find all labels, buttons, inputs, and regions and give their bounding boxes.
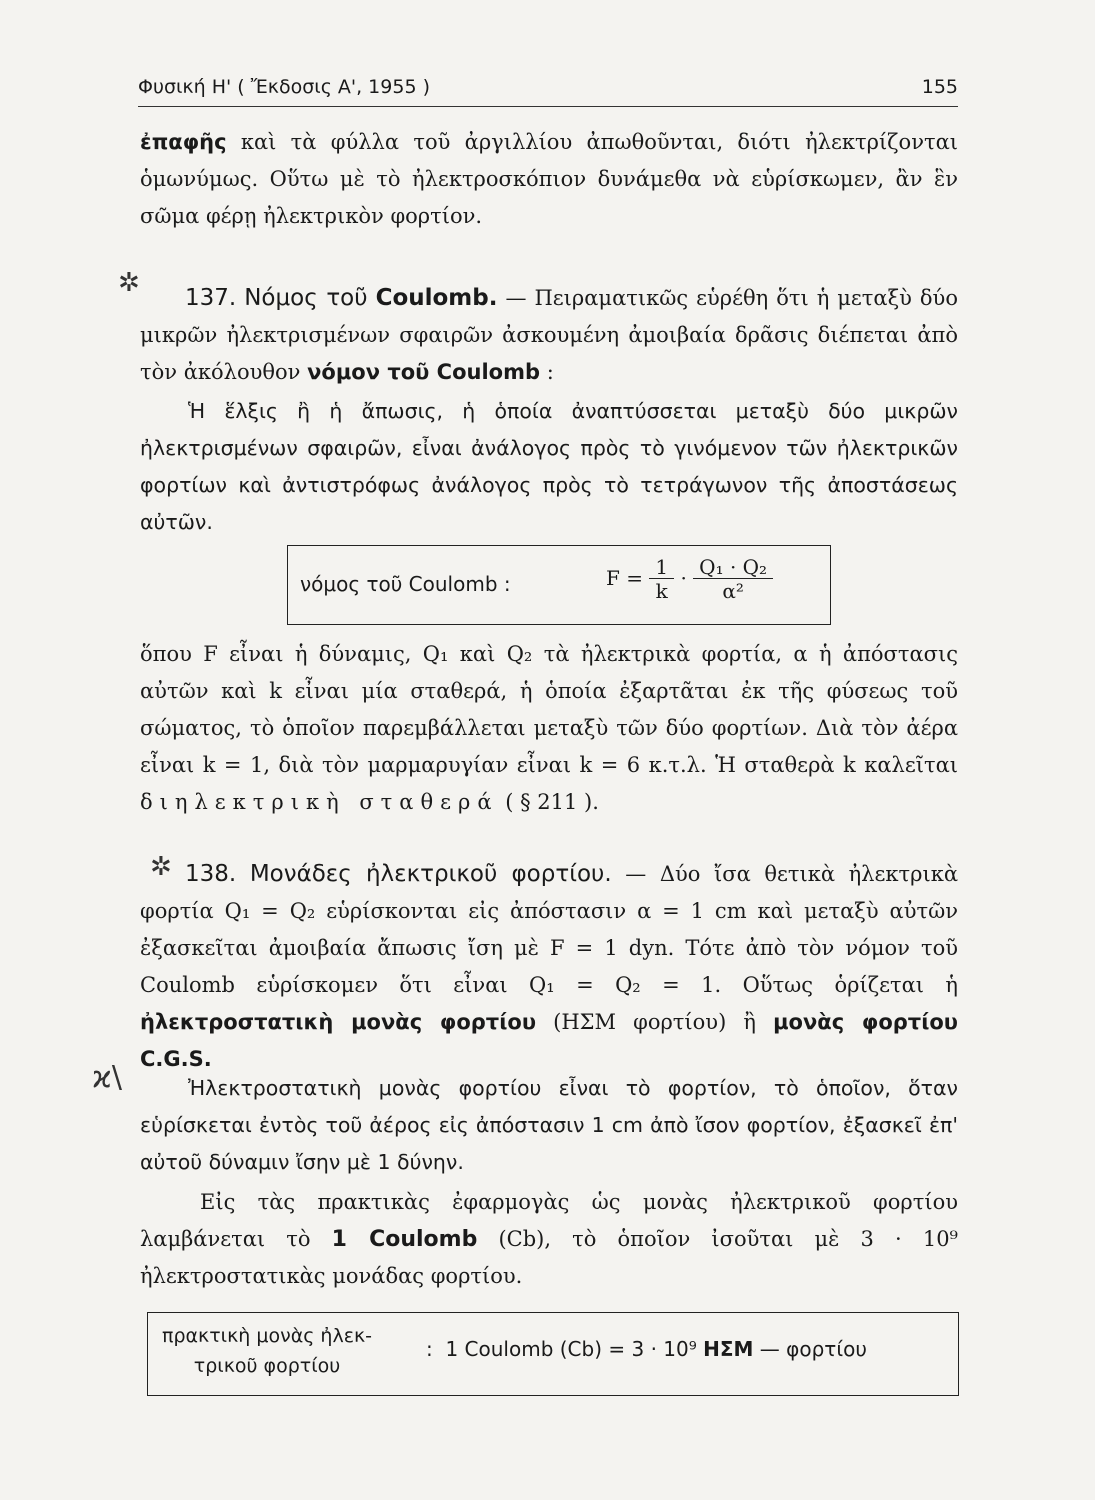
paren-text: (ΗΣΜ φορτίου) ἢ — [553, 1010, 756, 1034]
bold-term: ἠλεκτροστατικὴ μονὰς φορτίου — [140, 1010, 537, 1034]
text-line: ὁμωνύμως. Οὕτω μὲ τὸ ἠλεκτροσκόπιον δυνάμεθα νὰ εὑρίσκωμεν, ἂν ἓν — [140, 167, 958, 191]
section-138 — [140, 856, 958, 1078]
bold-term: 1 Coulomb — [331, 1227, 478, 1252]
section-title: Νόμος τοῦ — [244, 285, 368, 311]
paragraph-where — [140, 636, 958, 821]
section-title: Μονάδες ἠλεκτρικοῦ φορτίου. — [249, 861, 612, 887]
unit-equation — [426, 1337, 867, 1361]
multiply-dot: · — [680, 566, 687, 590]
unit-box-label — [162, 1321, 372, 1381]
section-title-name: Coulomb. — [375, 285, 498, 311]
paragraph-practical-unit — [140, 1184, 958, 1295]
paragraph-continuation — [140, 124, 958, 235]
where-text: ὅπου F εἶναι ἡ δύναμις, Q₁ καὶ Q₂ τὰ ἠλεκτρικὰ φορτία, α ἡ ἀπόστασις αὐτῶν καὶ k εἶναι μία σταθερά, ἡ ὁποία ἐξαρτᾶται ἐκ τῆς φύσεως τοῦ σώματος, τὸ ὁποῖον παρεμβάλλεται μεταξὺ τῶν δύο φορτίων. Διὰ τὸν ἀέρα εἶναι k = 1, διὰ τὸν μαρμαρυγίαν εἶναι k = 6 κ.τ.λ. Ἡ σταθερὰ k καλεῖται — [140, 642, 958, 777]
page-number: 155 — [921, 76, 958, 98]
frac1-numerator: 1 — [649, 556, 674, 579]
text-line: καὶ τὰ φύλλα τοῦ ἀργιλλίου ἀπωθοῦνται, διότι ἠλεκτρίζονται — [240, 130, 958, 154]
section-number: 137. — [185, 285, 237, 311]
equation-text: 1 Coulomb (Cb) = 3 · 10⁹ — [445, 1337, 697, 1361]
equation-tail: — φορτίου — [759, 1337, 867, 1361]
punctuation: : — [546, 360, 554, 384]
frac2-numerator: Q₁ · Q₂ — [693, 556, 773, 579]
label-line: πρακτικὴ μονὰς ἠλεκ- — [162, 1325, 373, 1347]
coulomb-formula-box — [287, 545, 831, 625]
definition-text: Ἠλεκτροστατικὴ μονὰς φορτίου εἶναι τὸ φορτίον, τὸ ὁποῖον, ὅταν εὑρίσκεται ἐντὸς τοῦ ἀέρος εἰς ἀπόστασιν 1 cm ἀπὸ ἴσον φορτίον, ἐξασκεῖ ἐπ' αὐτοῦ δύναμιν ἴσην μὲ 1 δύνην. — [140, 1076, 958, 1174]
practical-unit-box — [147, 1312, 959, 1396]
margin-star-icon: ✲ — [150, 852, 172, 882]
section-reference: ( § 211 ). — [505, 790, 599, 814]
formula-label: νόμος τοῦ Coulomb : — [300, 572, 511, 596]
fraction-charges-over-distance — [693, 556, 773, 603]
section-number: 138. — [185, 861, 237, 887]
formula — [606, 556, 773, 603]
practical-text: Εἰς τὰς πρακτικὰς ἐφαρμογὰς ὡς μονὰς ἠλεκτρικοῦ φορτίου λαμβάνεται τὸ — [140, 1190, 958, 1251]
running-title: Φυσική Η' ( Ἔκδοσις Α', 1955 ) — [138, 76, 430, 98]
practical-text: (Cb), τὸ ὁποῖον ἰσοῦται μὲ 3 · 10⁹ ἠλεκτροστατικὰς μονάδας φορτίου. — [140, 1227, 958, 1288]
section-137 — [140, 280, 958, 391]
section-text: — Δύο ἴσα θετικὰ ἠλεκτρικὰ φορτία Q₁ = Q₂ εὑρίσκονται εἰς ἀπόστασιν α = 1 cm καὶ μεταξὺ αὐτῶν ἐξασκεῖται ἀμοιβαία ἄπωσις ἴση μὲ F = 1 dyn. Τότε ἀπὸ τὸν νόμον τοῦ Coulomb εὑρίσκομεν ὅτι εἶναι Q₁ = Q₂ = 1. Οὕτως ὁρίζεται ἡ — [140, 862, 959, 997]
text-line: σῶμα φέρῃ ἠλεκτρικὸν φορτίον. — [140, 204, 483, 228]
dielectric-constant-term: διηλεκτρικὴ σταθερά — [140, 790, 499, 814]
fraction-1-over-k — [649, 556, 674, 603]
bold-term: μονὰς φορτίου C.G.S. — [140, 1010, 958, 1071]
frac1-denominator: k — [655, 579, 668, 603]
esm-abbrev: ΗΣΜ — [703, 1337, 754, 1361]
page-header — [138, 72, 958, 107]
colon: : — [426, 1337, 433, 1361]
label-line: τρικοῦ φορτίου — [193, 1355, 341, 1377]
coulomb-law-statement — [140, 393, 958, 541]
section-text: — Πειραματικῶς εὑρέθη ὅτι ἡ μεταξὺ δύο μικρῶν ἠλεκτρισμένων σφαιρῶν ἀσκουμένη ἀμοιβαία δρᾶσις διέπεται ἀπὸ τὸν ἀκόλουθον — [140, 286, 958, 384]
formula-lhs: F = — [606, 566, 643, 590]
law-text: Ἡ ἕλξις ἢ ἡ ἄπωσις, ἡ ὁποία ἀναπτύσσεται μεταξὺ δύο μικρῶν ἠλεκτρισμένων σφαιρῶν, εἶναι ἀνάλογος πρὸς τὸ γινόμενον τῶν ἠλεκτρικῶν φορτίων καὶ ἀντιστρόφως ἀνάλογος πρὸς τὸ τετράγωνον τῆς ἀποστάσεως αὐτῶν. — [140, 399, 958, 534]
law-name: νόμον τοῦ Coulomb — [307, 360, 541, 384]
margin-scribble-icon: ϰ\ — [92, 1060, 123, 1095]
bold-word: ἐπαφῆς — [140, 130, 227, 154]
frac2-denominator: α² — [722, 579, 744, 603]
margin-star-icon: ✲ — [118, 268, 140, 298]
esu-definition — [140, 1070, 958, 1181]
